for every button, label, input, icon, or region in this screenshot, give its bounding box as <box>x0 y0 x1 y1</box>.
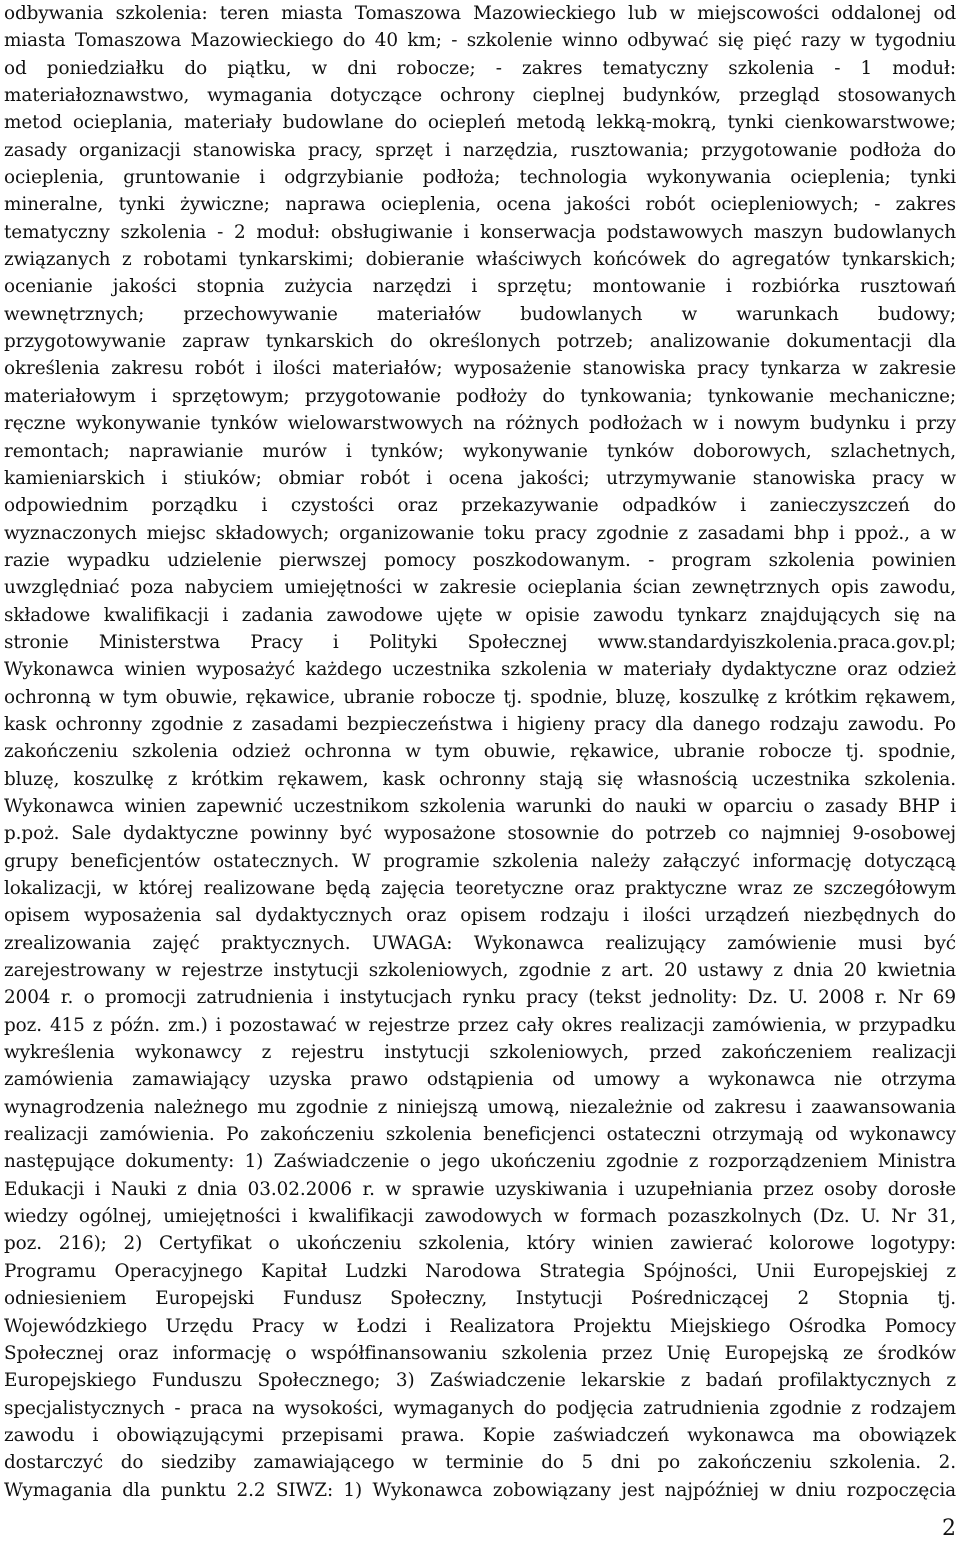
text-line: 2004 r. o promocji zatrudnienia i instytucjach rynku pracy (tekst jednolity: Dz. U. 2008 r. Nr 69 <box>4 987 956 1009</box>
text-line: odniesieniem Europejski Fundusz Społeczny, Instytucji Pośredniczącej 2 Stopnia tj. <box>4 1288 956 1310</box>
text-line: Wymagania dla punktu 2.2 SIWZ: 1) Wykonawca zobowiązany jest najpóźniej w dniu rozpoczęcia <box>4 1479 956 1501</box>
text-line: zakończeniu szkolenia odzież ochronna w tym obuwie, rękawice, ubranie robocze tj. spodnie, <box>4 741 956 763</box>
text-line: opisem wyposażenia sal dydaktycznych oraz opisem rodzaju i ilości urządzeń niezbędnych do <box>4 905 956 927</box>
text-line: stronie Ministerstwa Pracy i Polityki Społecznej www.standardyiszkolenia.praca.gov.pl; <box>4 631 956 653</box>
text-line: Wykonawca winien zapewnić uczestnikom szkolenia warunki do nauki w oparciu o zasady BHP i <box>4 795 956 817</box>
text-line: bluzę, koszulkę z krótkim rękawem, kask ochronny stają się własnością uczestnika szkolenia. <box>4 768 956 790</box>
text-line: wyznaczonych miejsc składowych; organizowanie toku pracy zgodnie z zasadami bhp i ppoż., a w <box>4 522 956 544</box>
text-line: Społecznej oraz informację o współfinansowaniu szkolenia przez Unię Europejską ze środków <box>4 1342 956 1364</box>
text-line: tematyczny szkolenia - 2 moduł: obsługiwanie i konserwacja podstawowych maszyn budowlanych <box>4 221 956 243</box>
body-text <box>4 0 956 1504</box>
page-number: 2 <box>942 1516 956 1541</box>
text-line: wewnętrznych; przechowywanie materiałów budowlanych w warunkach budowy; <box>4 303 956 325</box>
text-line: Programu Operacyjnego Kapitał Ludzki Narodowa Strategia Spójności, Unii Europejskiej z <box>4 1260 956 1282</box>
text-line: następujące dokumenty: 1) Zaświadczenie o jego ukończeniu zgodnie z rozporządzeniem Ministra <box>4 1151 956 1173</box>
text-line: ocieplenia, gruntowanie i odgrzybianie podłoża; technologia wykonywania ocieplenia; tynki <box>4 167 956 189</box>
text-line: wynagrodzenia należnego mu zgodnie z niniejszą umową, niezależnie od zakresu i zaawansowania <box>4 1096 956 1118</box>
text-line: odpowiednim porządku i czystości oraz przekazywanie odpadków i zanieczyszczeń do <box>4 495 956 517</box>
text-line: kamieniarskich i stiuków; obmiar robót i ocena jakości; utrzymywanie stanowiska pracy w <box>4 467 956 489</box>
text-line: uwzględniać poza nabyciem umiejętności w zakresie ocieplania ścian zewnętrznych opis zawodu, <box>4 577 956 599</box>
text-line: od poniedziałku do piątku, w dni robocze; - zakres tematyczny szkolenia - 1 moduł: <box>4 57 956 79</box>
text-line: miasta Tomaszowa Mazowieckiego do 40 km; - szkolenie winno odbywać się pięć razy w tygodniu <box>4 30 956 52</box>
text-line: zasady organizacji stanowiska pracy, sprzęt i narzędzia, rusztowania; przygotowanie podłoża do <box>4 139 956 161</box>
text-line: grupy beneficjentów ostatecznych. W programie szkolenia należy załączyć informację dotyczącą <box>4 850 956 872</box>
text-line: poz. 216); 2) Certyfikat o ukończeniu szkolenia, który winien zawierać kolorowe logotypy: <box>4 1233 956 1255</box>
text-line: kask ochronny zgodnie z zasadami bezpieczeństwa i higieny pracy dla danego rodzaju zawodu. Po <box>4 713 956 735</box>
text-line: wiedzy ogólnej, umiejętności i kwalifikacji zawodowych w formach pozaszkolnych (Dz. U. Nr 31, <box>4 1206 956 1228</box>
text-line: ręczne wykonywanie tynków wielowarstwowych na różnych podłożach w i nowym budynku i przy <box>4 413 956 435</box>
text-line: ochronną w tym obuwie, rękawice, ubranie robocze tj. spodnie, bluzę, koszulkę z krótkim rękawem, <box>4 686 956 708</box>
text-line: lokalizacji, w której realizowane będą zajęcia teoretyczne oraz praktyczne wraz ze szczegółowym <box>4 878 956 899</box>
text-line: metod ocieplania, materiały budowlane do ociepleń metodą lekką-mokrą, tynki cienkowarstwowe; <box>4 112 956 134</box>
text-line: materiałoznawstwo, wymagania dotyczące ochrony cieplnej budynków, przegląd stosowanych <box>4 85 956 107</box>
text-line: mineralne, tynki żywiczne; naprawa ocieplenia, ocena jakości robót ociepleniowych; - zakres <box>4 194 956 216</box>
text-line: Wojewódzkiego Urzędu Pracy w Łodzi i Realizatora Projektu Miejskiego Ośrodka Pomocy <box>4 1315 956 1337</box>
text-line: specjalistycznych - praca na wysokości, wymaganych do podjęcia zatrudnienia zgodnie z rodzajem <box>4 1397 956 1419</box>
text-line: Edukacji i Nauki z dnia 03.02.2006 r. w sprawie uzyskiwania i uzupełniania przez osoby dorosłe <box>4 1178 956 1200</box>
text-line: dostarczyć do siedziby zamawiającego w terminie do 5 dni po zakończeniu szkolenia. 2. <box>4 1452 956 1474</box>
text-line: Wykonawca winien wyposażyć każdego uczestnika szkolenia w materiały dydaktyczne oraz odzież <box>4 659 956 681</box>
text-line: składowe kwalifikacji i zadania zawodowe ujęte w opisie zawodu tynkarz znajdujących się na <box>4 604 956 626</box>
text-line: materiałowym i sprzętowym; przygotowanie podłoży do tynkowania; tynkowanie mechaniczne; <box>4 385 956 407</box>
text-line: poz. 415 z późn. zm.) i pozostawać w rejestrze przez cały okres realizacji zamówienia, w przypadku <box>4 1014 956 1036</box>
text-line: zarejestrowany w rejestrze instytucji szkoleniowych, zgodnie z art. 20 ustawy z dnia 20 kwietnia <box>4 960 956 982</box>
text-line: remontach; naprawianie murów i tynków; wykonywanie tynków doborowych, szlachetnych, <box>4 440 956 462</box>
text-line: zawodu i obowiązującymi przepisami prawa. Kopie zaświadczeń wykonawca ma obowiązek <box>4 1424 956 1446</box>
text-line: realizacji zamówienia. Po zakończeniu szkolenia beneficjenci ostateczni otrzymają od wykonawcy <box>4 1124 956 1146</box>
text-line: p.poż. Sale dydaktyczne powinny być wyposażone stosownie do potrzeb co najmniej 9-osobowej <box>4 823 956 845</box>
text-line: zamówienia zamawiający uzyska prawo odstąpienia od umowy a wykonawca nie otrzyma <box>4 1069 956 1091</box>
text-line: zrealizowania zajęć praktycznych. UWAGA: Wykonawca realizujący zamówienie musi być <box>4 932 956 954</box>
text-line: ocenianie jakości stopnia zużycia narzędzi i sprzętu; montowanie i rozbiórka rusztowań <box>4 276 956 298</box>
text-line: określenia zakresu robót i ilości materiałów; wyposażenie stanowiska pracy tynkarza w zakresie <box>4 358 956 380</box>
text-line: związanych z robotami tynkarskimi; dobieranie właściwych końcówek do agregatów tynkarskich; <box>4 249 956 271</box>
text-line: przygotowywanie zapraw tynkarskich do określonych potrzeb; analizowanie dokumentacji dla <box>4 331 956 353</box>
text-line: odbywania szkolenia: teren miasta Tomaszowa Mazowieckiego lub w miejscowości oddalonej od <box>4 3 956 24</box>
text-line: Europejskiego Funduszu Społecznego; 3) Zaświadczenie lekarskie z badań profilaktycznych z <box>4 1370 956 1392</box>
text-line: razie wypadku udzielenie pierwszej pomocy poszkodowanym. - program szkolenia powinien <box>4 549 956 571</box>
text-line: wykreślenia wykonawcy z rejestru instytucji szkoleniowych, przed zakończeniem realizacji <box>4 1042 956 1064</box>
